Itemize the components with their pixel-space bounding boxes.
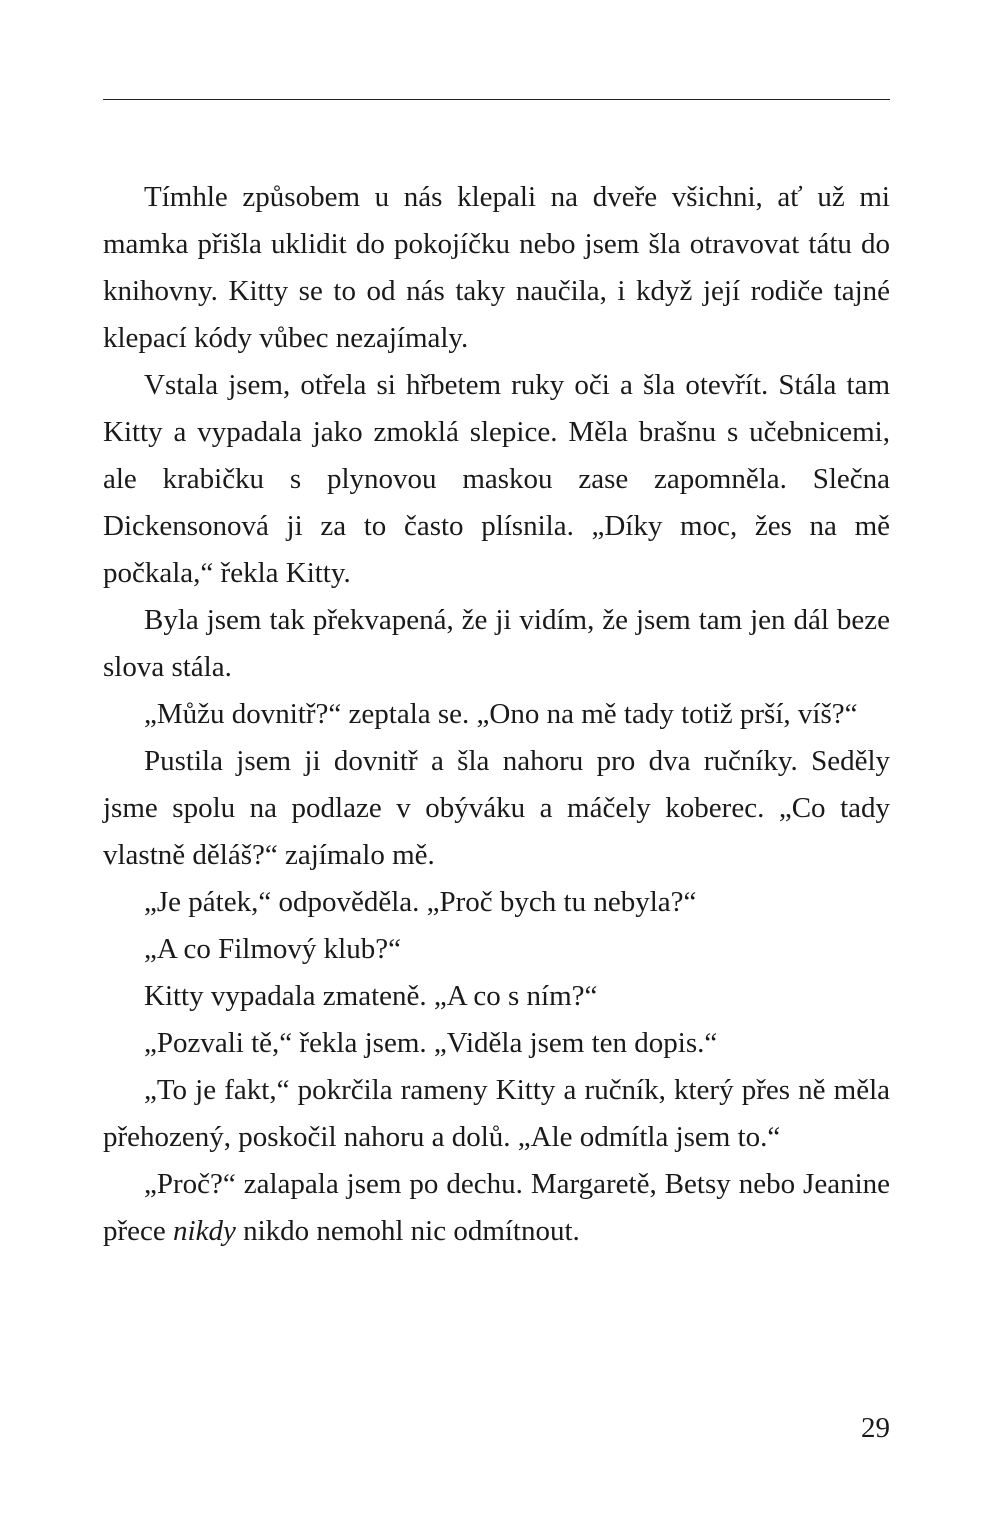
paragraph: „Můžu dovnitř?“ zeptala se. „Ono na mě tady totiž prší, víš?“	[144, 698, 858, 730]
paragraph: „Pozvali tě,“ řekla jsem. „Viděla jsem ten dopis.“	[144, 1027, 718, 1059]
paragraph-text: nikdo nemohl nic odmítnout.	[235, 1215, 580, 1247]
paragraph: Kitty vypadala zmateně. „A co s ním?“	[144, 980, 598, 1012]
emphasized-word: nikdy	[173, 1215, 236, 1247]
body-text	[103, 174, 890, 1255]
page-number: 29	[861, 1412, 890, 1444]
paragraph-text: „Proč?“ zalapala jsem po dechu. Margaretě, Betsy nebo Jeanine přece	[103, 1168, 890, 1247]
paragraph: „A co Filmový klub?“	[144, 933, 401, 965]
paragraph: „To je fakt,“ pokrčila rameny Kitty a ručník, který přes ně měla přehozený, poskočil nahoru a dolů. „Ale odmítla jsem to.“	[103, 1074, 890, 1153]
paragraph: Vstala jsem, otřela si hřbetem ruky oči a šla otevřít. Stála tam Kitty a vypadala jako zmoklá slepice. Měla brašnu s učebnicemi, ale krabičku s plynovou maskou zase zapomněla. Slečna Dickensonová ji za to často plísnila. „Díky moc, žes na mě počkala,“ řekla Kitty.	[103, 369, 890, 589]
paragraph: „Je pátek,“ odpověděla. „Proč bych tu nebyla?“	[144, 886, 697, 918]
paragraph: Pustila jsem ji dovnitř a šla nahoru pro dva ručníky. Seděly jsme spolu na podlaze v obýváku a máčely koberec. „Co tady vlastně děláš?“ zajímalo mě.	[103, 745, 890, 871]
header-rule	[103, 99, 890, 100]
paragraph: Tímhle způsobem u nás klepali na dveře všichni, ať už mi mamka přišla uklidit do pokojíčku nebo jsem šla otravovat tátu do knihovny. Kitty se to od nás taky naučila, i když její rodiče tajné klepací kódy vůbec nezajímaly.	[103, 181, 890, 354]
paragraph	[103, 1161, 890, 1255]
paragraph: Byla jsem tak překvapená, že ji vidím, že jsem tam jen dál beze slova stála.	[103, 604, 890, 683]
